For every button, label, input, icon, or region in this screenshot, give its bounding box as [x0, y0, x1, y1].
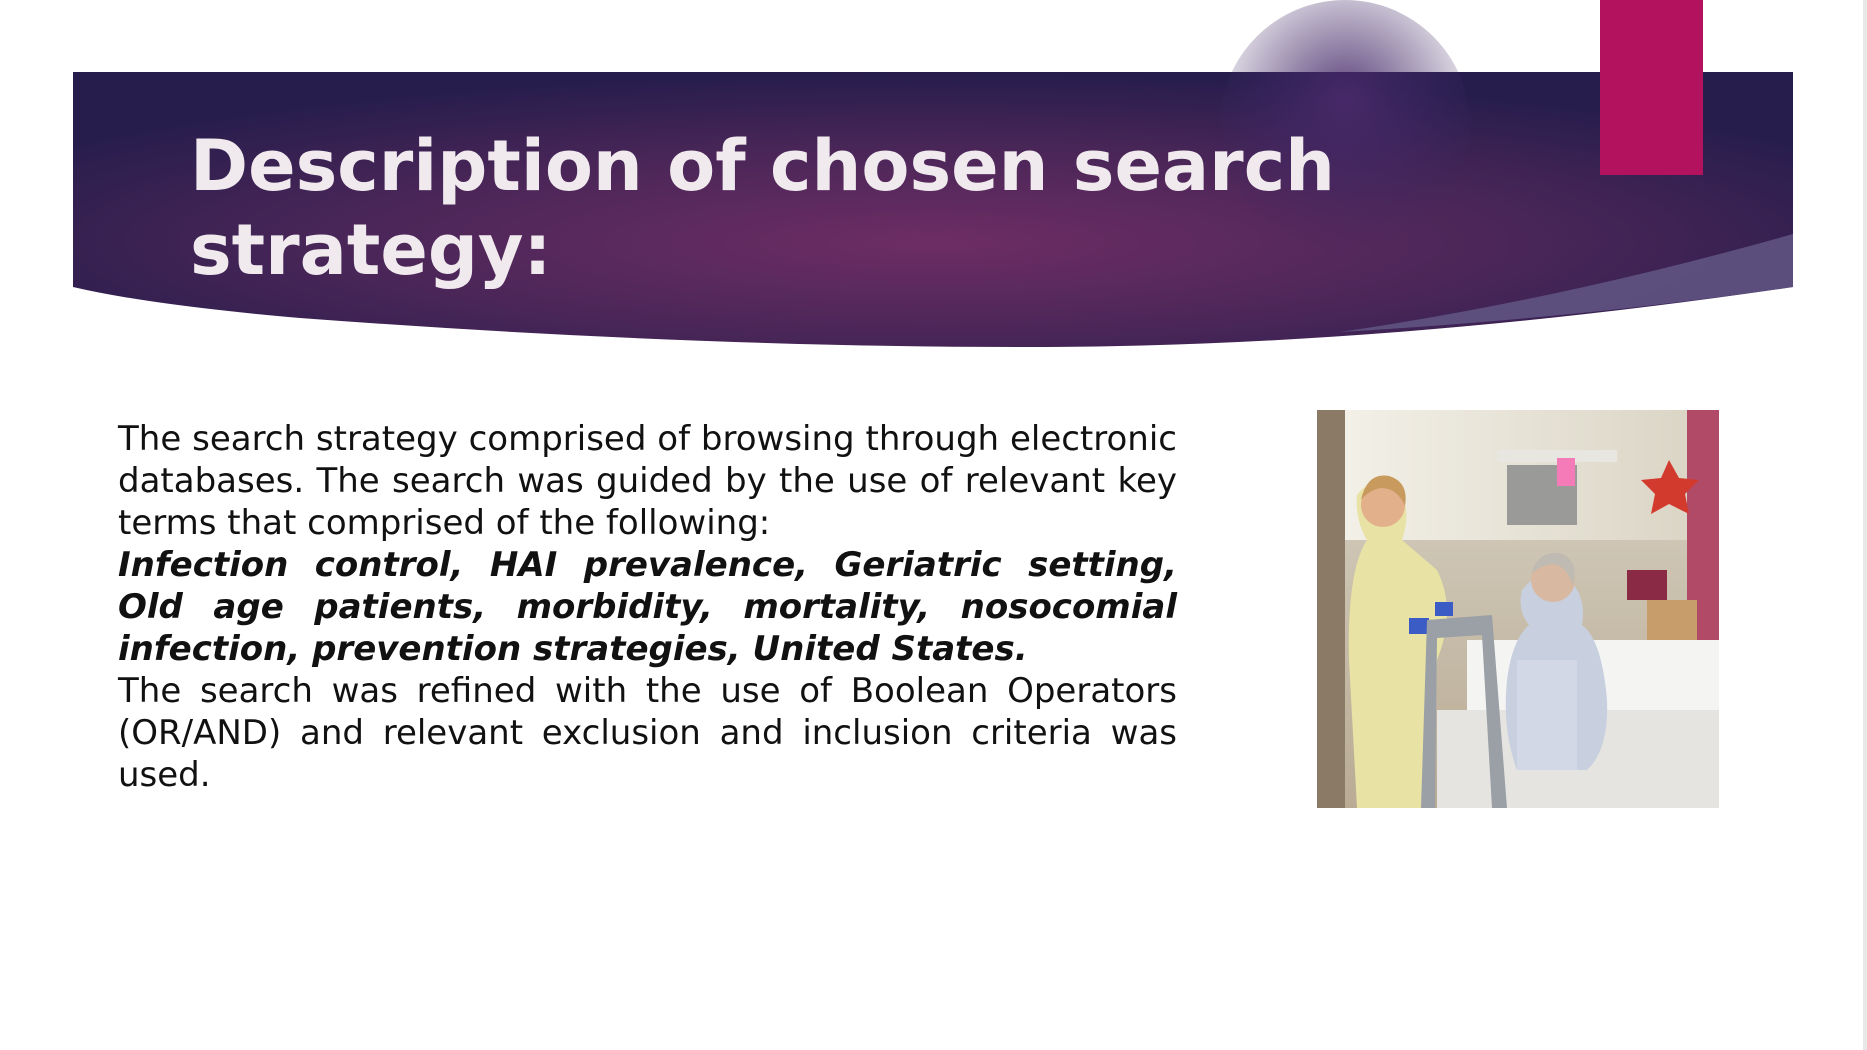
body-paragraph-refinement: The search was refined with the use of Boolean Operators (OR/AND) and relevant exclusion and inclusion criteria was used. [118, 671, 1177, 795]
body-text [118, 418, 1177, 796]
slide-title: Description of chosen search strategy: [190, 125, 1336, 291]
slide-edge [1863, 0, 1867, 1050]
nurse-patient-photo [1317, 410, 1719, 808]
keywords-list: Infection control, HAI prevalence, Geriatric setting, Old age patients, morbidity, mortality, nosocomial infection, prevention strategies, United States. [118, 545, 1177, 669]
accent-tab [1600, 0, 1703, 175]
body-paragraph-intro: The search strategy comprised of browsing through electronic databases. The search was guided by the use of relevant key terms that comprised of the following: [118, 419, 1177, 543]
